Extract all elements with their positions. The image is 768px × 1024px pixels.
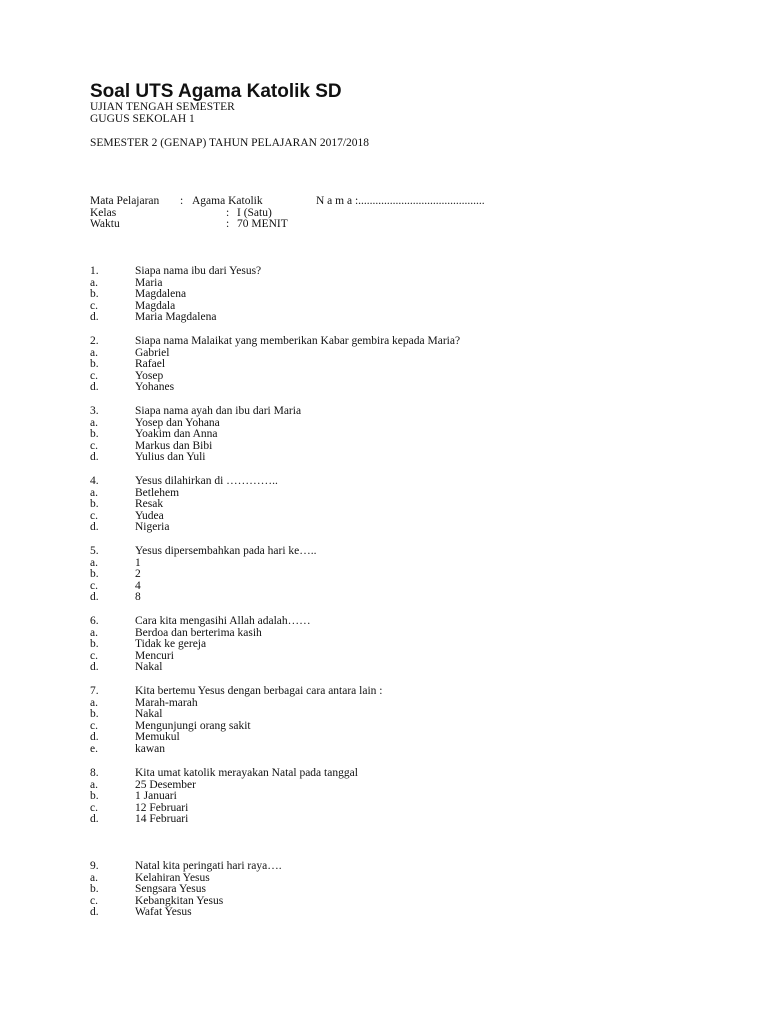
option-letter: b. [90, 883, 99, 896]
option-text: Kelahiran Yesus [135, 871, 210, 884]
option-text: Magdalena [135, 288, 187, 301]
question-number: 8. [90, 767, 99, 779]
option-row [90, 498, 730, 510]
option-row [90, 288, 730, 300]
option-row [90, 557, 730, 569]
option-text: 4 [135, 579, 141, 592]
option-row [90, 627, 730, 639]
question-text: Natal kita peringati hari raya…. [135, 860, 282, 872]
option-row [90, 487, 730, 499]
option-text: Maria Magdalena [135, 311, 217, 324]
option-text: 1 Januari [135, 790, 177, 803]
question-number: 5. [90, 545, 99, 557]
question-7 [90, 685, 730, 755]
option-text: Magdala [135, 299, 176, 312]
subject-label: Mata Pelajaran [90, 195, 160, 207]
option-row [90, 872, 730, 884]
class-label: Kelas [90, 207, 117, 219]
option-row [90, 300, 730, 312]
class-value: I (Satu) [237, 207, 272, 219]
option-text: 25 Desember [135, 778, 196, 791]
option-row [90, 906, 730, 918]
option-row [90, 743, 730, 755]
option-row [90, 440, 730, 452]
option-row [90, 381, 730, 393]
option-letter: a. [90, 556, 98, 569]
option-row [90, 661, 730, 673]
option-row [90, 638, 730, 650]
option-letter: b. [90, 568, 99, 581]
time-value: 70 MENIT [237, 218, 288, 230]
option-text: Wafat Yesus [135, 906, 192, 919]
option-text: Kebangkitan Yesus [135, 894, 224, 907]
option-letter: a. [90, 626, 98, 639]
option-row [90, 779, 730, 791]
option-row [90, 708, 730, 720]
question-8 [90, 767, 730, 825]
school-cluster-line: GUGUS SEKOLAH 1 [90, 113, 195, 125]
option-letter: a. [90, 346, 98, 359]
option-text: Resak [135, 498, 164, 511]
option-text: Marah-marah [135, 696, 198, 709]
question-number: 1. [90, 265, 99, 277]
option-text: Memukul [135, 731, 180, 744]
question-4 [90, 475, 730, 533]
option-text: Mencuri [135, 649, 174, 662]
question-text: Siapa nama ayah dan ibu dari Maria [135, 405, 302, 417]
option-text: Tidak ke gereja [135, 638, 207, 651]
option-text: Nakal [135, 708, 163, 721]
option-letter: d. [90, 311, 99, 324]
option-row [90, 731, 730, 743]
option-letter: b. [90, 498, 99, 511]
question-3 [90, 405, 730, 463]
option-text: Yohanes [135, 381, 175, 394]
question-text: Cara kita mengasihi Allah adalah…… [135, 615, 311, 627]
question-text: Yesus dipersembahkan pada hari ke….. [135, 545, 317, 557]
question-1 [90, 265, 730, 323]
option-row [90, 521, 730, 533]
option-letter: b. [90, 790, 99, 803]
question-number: 9. [90, 860, 99, 872]
option-row [90, 720, 730, 732]
option-letter: d. [90, 521, 99, 534]
option-letter: a. [90, 416, 98, 429]
option-letter: d. [90, 661, 99, 674]
option-letter: e. [90, 742, 98, 755]
option-text: Betlehem [135, 486, 180, 499]
option-row [90, 883, 730, 895]
option-letter: a. [90, 778, 98, 791]
option-text: kawan [135, 742, 166, 755]
subject-value: Agama Katolik [192, 195, 263, 207]
option-letter: d. [90, 731, 99, 744]
question-number: 4. [90, 475, 99, 487]
question-2 [90, 335, 730, 393]
subject-colon: : [180, 195, 184, 207]
question-5 [90, 545, 730, 603]
option-row [90, 580, 730, 592]
option-text: Nigeria [135, 521, 170, 534]
option-letter: c. [90, 579, 98, 592]
option-letter: d. [90, 591, 99, 604]
option-row [90, 790, 730, 802]
option-text: Berdoa dan berterima kasih [135, 626, 262, 639]
option-text: Yoakim dan Anna [135, 428, 218, 441]
option-letter: c. [90, 801, 98, 814]
option-text: Sengsara Yesus [135, 883, 206, 896]
option-letter: a. [90, 696, 98, 709]
question-text: Kita bertemu Yesus dengan berbagai cara antara lain : [135, 685, 383, 697]
option-row [90, 451, 730, 463]
question-9 [90, 860, 730, 918]
question-text: Yesus dilahirkan di ………….. [135, 475, 278, 487]
option-letter: a. [90, 871, 98, 884]
option-text: Markus dan Bibi [135, 439, 213, 452]
option-letter: c. [90, 649, 98, 662]
option-letter: d. [90, 813, 99, 826]
option-row [90, 802, 730, 814]
question-text: Siapa nama ibu dari Yesus? [135, 265, 262, 277]
option-text: 1 [135, 556, 141, 569]
question-text: Siapa nama Malaikat yang memberikan Kabar gembira kepada Maria? [135, 335, 461, 347]
option-letter: c. [90, 894, 98, 907]
option-letter: d. [90, 451, 99, 464]
student-name-field: N a m a :............................................ [316, 195, 485, 207]
option-letter: b. [90, 638, 99, 651]
time-label: Waktu [90, 218, 120, 230]
option-letter: b. [90, 358, 99, 371]
option-text: 14 Februari [135, 813, 189, 826]
option-text: Yosep [135, 369, 164, 382]
question-6 [90, 615, 730, 673]
option-letter: b. [90, 708, 99, 721]
option-row [90, 697, 730, 709]
option-text: Maria [135, 276, 163, 289]
option-text: Yudea [135, 509, 164, 522]
option-letter: a. [90, 276, 98, 289]
semester-line: SEMESTER 2 (GENAP) TAHUN PELAJARAN 2017/2018 [90, 137, 370, 149]
option-text: 8 [135, 591, 141, 604]
option-row [90, 591, 730, 603]
option-row [90, 417, 730, 429]
option-letter: c. [90, 719, 98, 732]
question-number: 6. [90, 615, 99, 627]
option-row [90, 568, 730, 580]
option-text: Mengunjungi orang sakit [135, 719, 251, 732]
option-letter: c. [90, 369, 98, 382]
question-number: 2. [90, 335, 99, 347]
option-text: Yosep dan Yohana [135, 416, 220, 429]
document-title: Soal UTS Agama Katolik SD [90, 81, 342, 102]
option-row [90, 347, 730, 359]
option-text: Gabriel [135, 346, 170, 359]
option-row [90, 370, 730, 382]
option-row [90, 428, 730, 440]
option-letter: c. [90, 299, 98, 312]
question-text: Kita umat katolik merayakan Natal pada tanggal [135, 767, 358, 779]
option-row [90, 813, 730, 825]
question-number: 3. [90, 405, 99, 417]
option-row [90, 895, 730, 907]
option-letter: c. [90, 439, 98, 452]
option-letter: d. [90, 381, 99, 394]
option-letter: c. [90, 509, 98, 522]
exam-type-line: UJIAN TENGAH SEMESTER [90, 101, 235, 113]
option-row [90, 510, 730, 522]
option-row [90, 650, 730, 662]
option-letter: b. [90, 288, 99, 301]
option-letter: b. [90, 428, 99, 441]
option-text: Rafael [135, 358, 166, 371]
option-row [90, 358, 730, 370]
option-text: Nakal [135, 661, 163, 674]
option-text: 12 Februari [135, 801, 189, 814]
class-colon: : [226, 207, 230, 219]
option-text: 2 [135, 568, 141, 581]
time-colon: : [226, 218, 230, 230]
question-number: 7. [90, 685, 99, 697]
option-letter: a. [90, 486, 98, 499]
option-row [90, 311, 730, 323]
option-letter: d. [90, 906, 99, 919]
option-row [90, 277, 730, 289]
option-text: Yulius dan Yuli [135, 451, 206, 464]
